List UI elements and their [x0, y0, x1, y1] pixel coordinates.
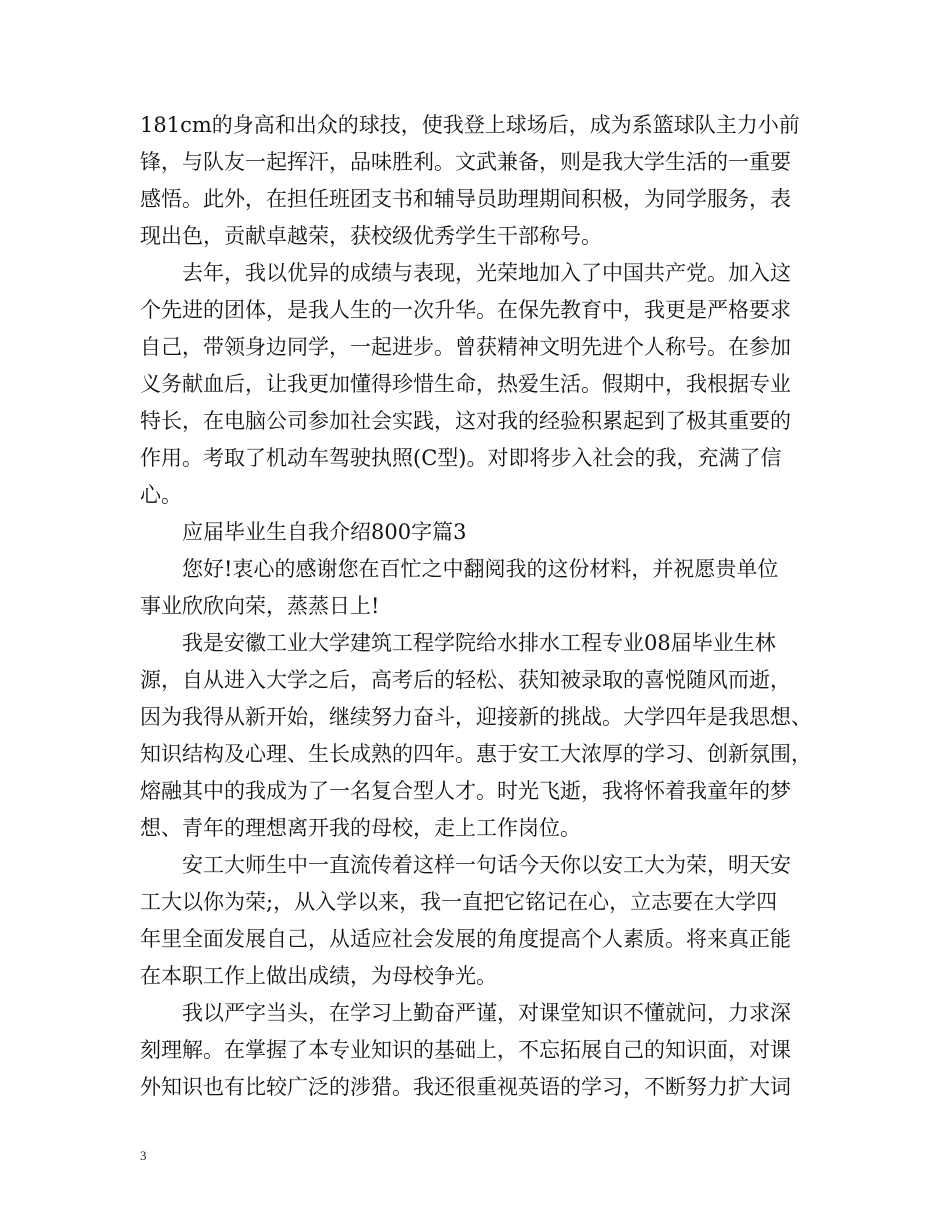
paragraph-first-line: 我以严字当头，在学习上勤奋严谨，对课堂知识不懂就问，力求深	[182, 1001, 791, 1025]
paragraph-first-line: 我是安徽工业大学建筑工程学院给水排水工程专业08届毕业生林	[182, 631, 776, 655]
text-line: 义务献血后，让我更加懂得珍惜生命，热爱生活。假期中，我根据专业	[140, 372, 791, 396]
text-line: 因为我得从新开始，继续努力奋斗，迎接新的挑战。大学四年是我思想、	[140, 705, 812, 729]
paragraph-first-line: 您好!衷心的感谢您在百忙之中翻阅我的这份材料，并祝愿贵单位	[182, 557, 779, 581]
text-line: 现出色，贡献卓越荣，获校级优秀学生干部称号。	[140, 224, 602, 248]
text-line: 想、青年的理想离开我的母校，走上工作岗位。	[140, 816, 581, 840]
text-line: 刻理解。在掌握了本专业知识的基础上，不忘拓展自己的知识面，对课	[140, 1038, 791, 1062]
section-heading: 应届毕业生自我介绍800字篇3	[182, 520, 467, 544]
text-line: 源，自从进入大学之后，高考后的轻松、获知被录取的喜悦随风而逝，	[140, 668, 791, 692]
text-line: 外知识也有比较广泛的涉猎。我还很重视英语的学习，不断努力扩大词	[140, 1075, 791, 1099]
text-line: 感悟。此外，在担任班团支书和辅导员助理期间积极，为同学服务，表	[140, 187, 791, 211]
text-line: 特长，在电脑公司参加社会实践，这对我的经验积累起到了极其重要的	[140, 409, 791, 433]
text-line: 心。	[140, 483, 182, 507]
paragraph-first-line: 安工大师生中一直流传着这样一句话今天你以安工大为荣，明天安	[182, 853, 791, 877]
text-line: 自己，带领身边同学，一起进步。曾获精神文明先进个人称号。在参加	[140, 335, 791, 359]
text-line: 个先进的团体，是我人生的一次升华。在保先教育中，我更是严格要求	[140, 298, 791, 322]
paragraph-first-line: 去年，我以优异的成绩与表现，光荣地加入了中国共产党。加入这	[182, 261, 791, 285]
text-line: 181cm的身高和出众的球技，使我登上球场后，成为系篮球队主力小前	[140, 113, 800, 137]
page-number: 3	[140, 1148, 147, 1163]
text-line: 事业欣欣向荣，蒸蒸日上!	[140, 594, 380, 618]
text-line: 知识结构及心理、生长成熟的四年。惠于安工大浓厚的学习、创新氛围，	[140, 742, 812, 766]
text-line: 年里全面发展自己，从适应社会发展的角度提高个人素质。将来真正能	[140, 927, 791, 951]
text-line: 熔融其中的我成为了一名复合型人才。时光飞逝，我将怀着我童年的梦	[140, 779, 791, 803]
text-line: 工大以你为荣;，从入学以来，我一直把它铭记在心，立志要在大学四	[140, 890, 778, 914]
text-line: 锋，与队友一起挥汗，品味胜利。文武兼备，则是我大学生活的一重要	[140, 150, 791, 174]
text-line: 在本职工作上做出成绩，为母校争光。	[140, 964, 497, 988]
text-line: 作用。考取了机动车驾驶执照(C型)。对即将步入社会的我，充满了信	[140, 446, 782, 470]
